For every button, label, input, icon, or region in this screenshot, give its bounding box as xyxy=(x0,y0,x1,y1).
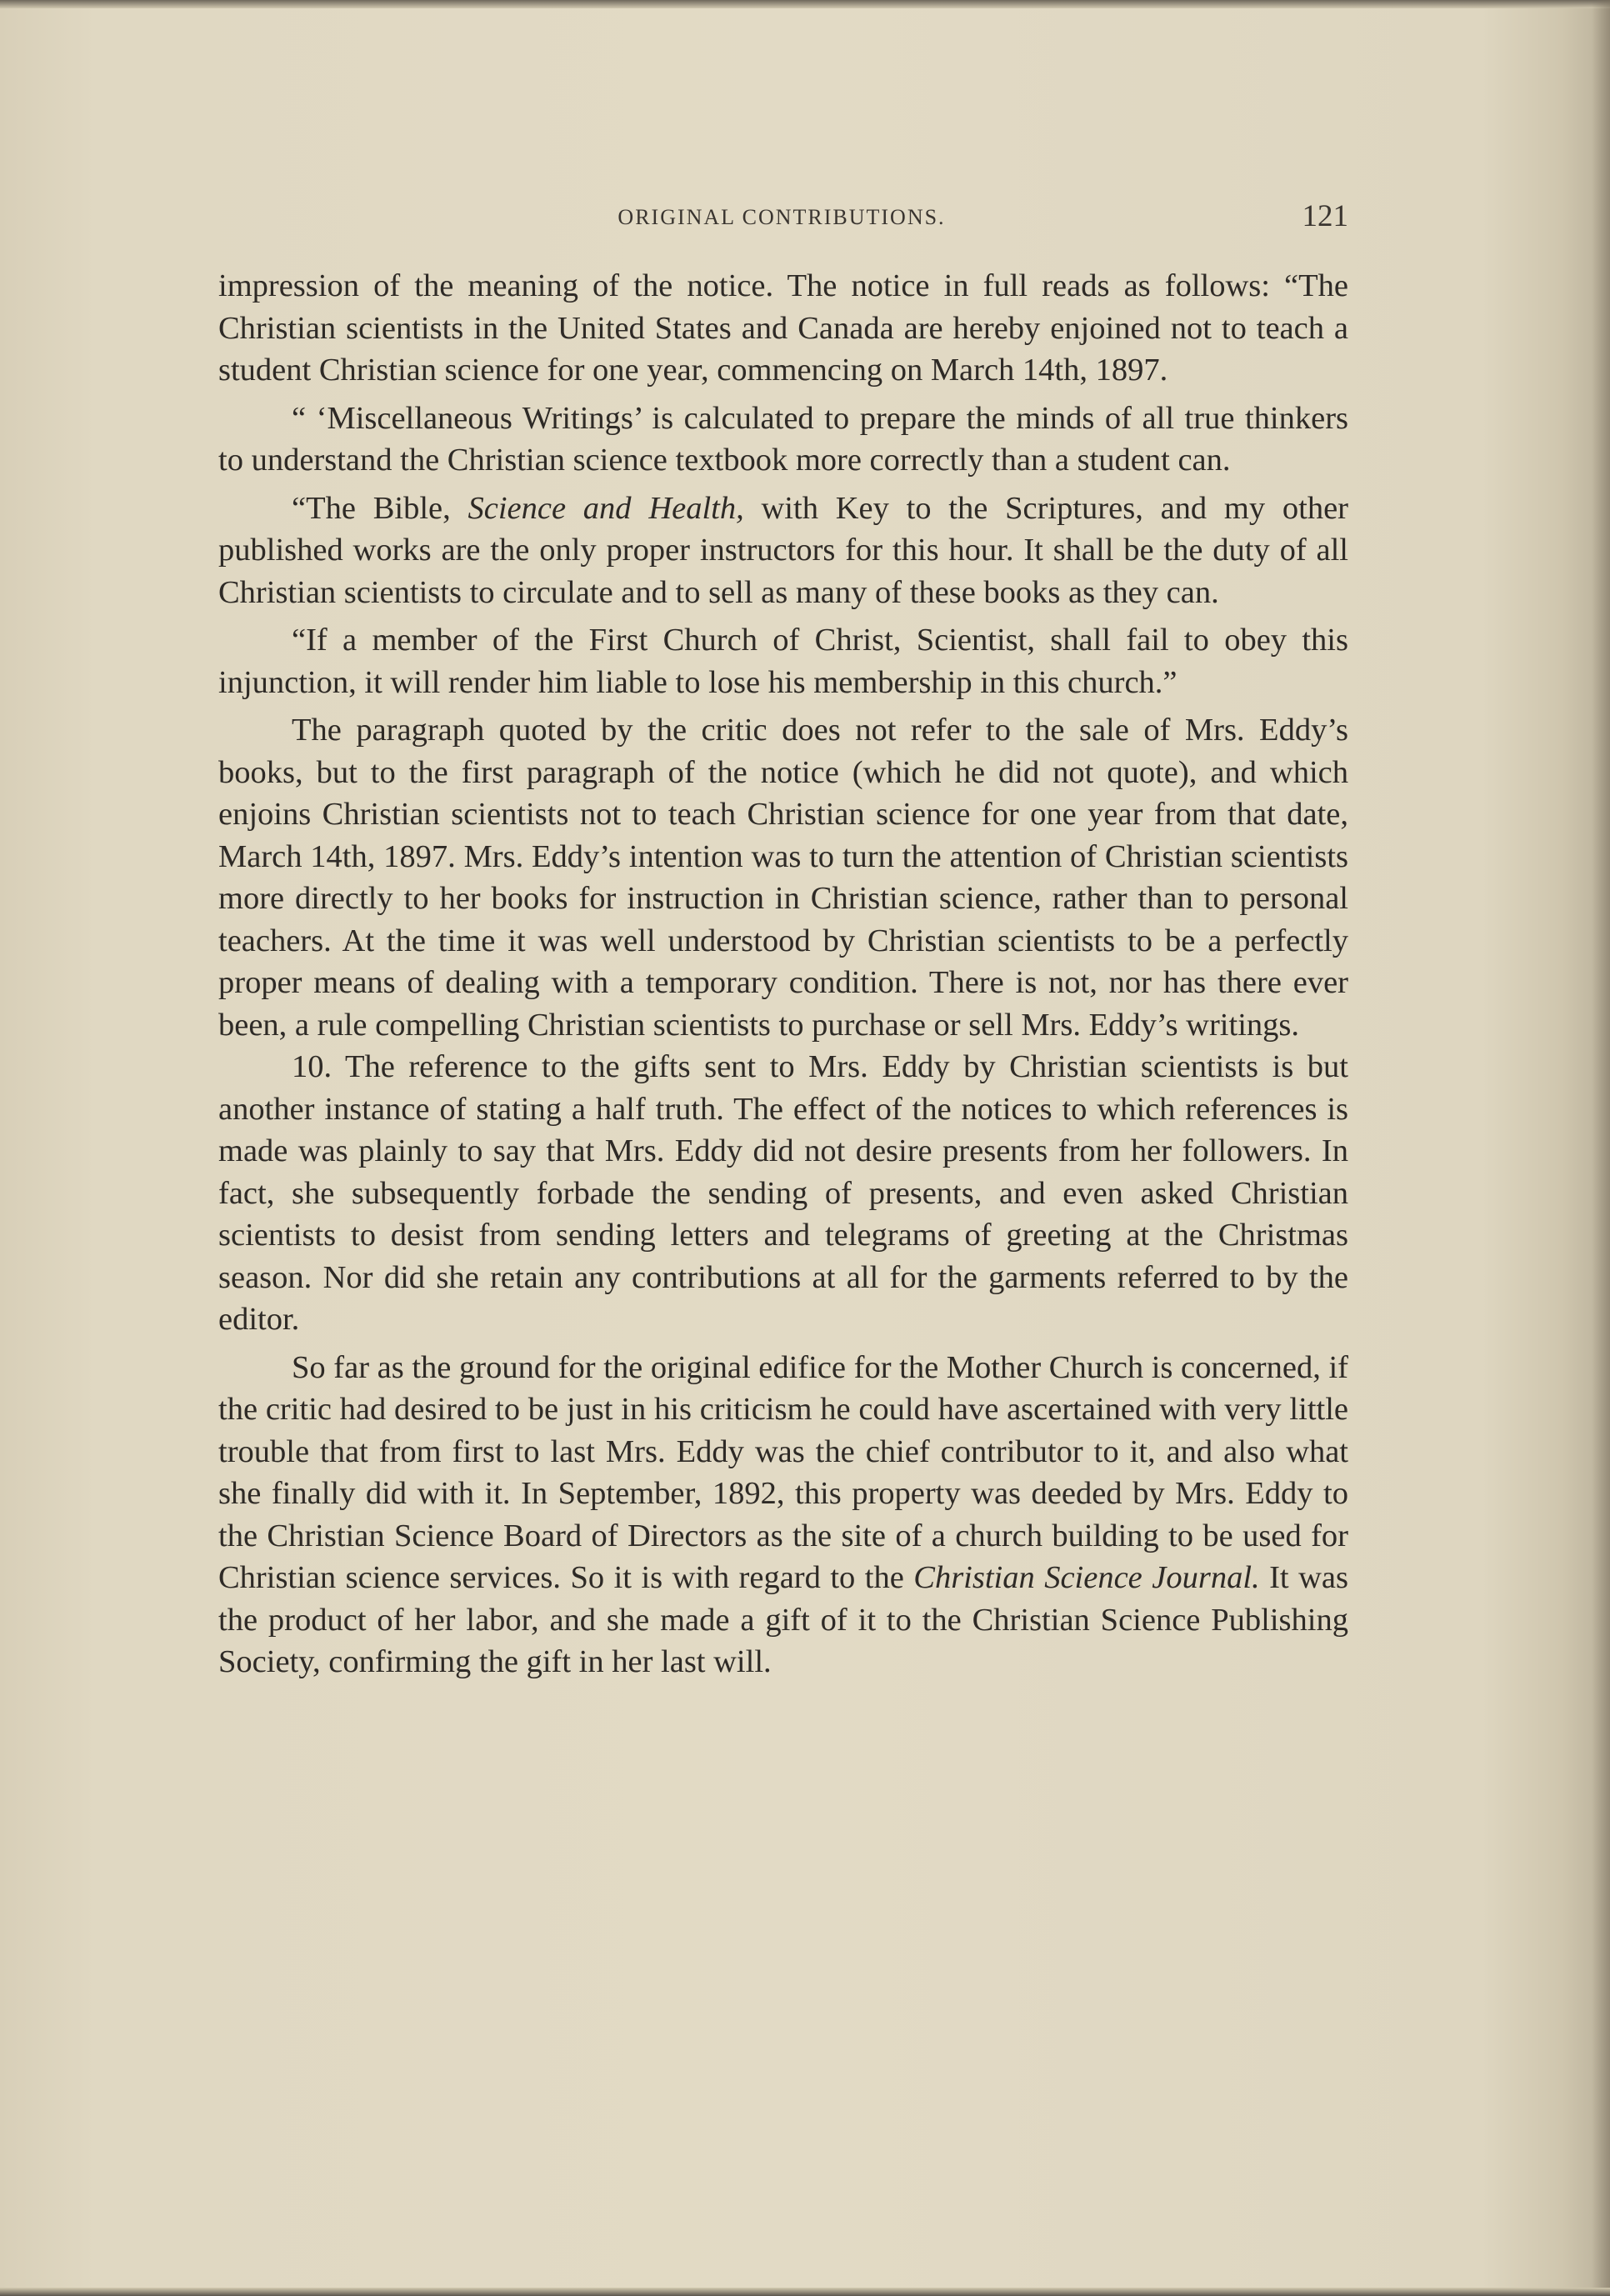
paragraph-3-before: “The Bible, xyxy=(292,490,468,526)
journal-title: Christian Science Journal. xyxy=(913,1560,1260,1595)
page-number: 121 xyxy=(1302,199,1348,233)
paragraph-7 xyxy=(218,1347,1348,1683)
paragraph-3-after: with Key to the Scriptures, and my other published works are the only proper instructors for this hour. It shall be the duty of all Christian scientists to circulate and to sell as many of these books as they can. xyxy=(218,490,1348,610)
running-head: ORIGINAL CONTRIBUTIONS. xyxy=(618,205,946,229)
paragraph-3 xyxy=(218,488,1348,614)
body-text xyxy=(218,265,1348,1683)
paragraph-4: “If a member of the First Church of Christ, Scientist, shall fail to obey this injunction, it will render him liable to lose his membership in this church.” xyxy=(218,623,1348,700)
page-gutter-shadow xyxy=(1592,0,1610,2296)
paragraph-6: 10. The reference to the gifts sent to Mrs. Eddy by Christian scientists is but another instance of stating a half truth. The effect of the notices to which references is made was plainly to say that Mrs. Eddy did not desire presents from her followers. In fact, she subsequently forbade the sending of presents, and even asked Christian scientists to desist from sending letters and telegrams of greeting at the Christmas season. Nor did she retain any contributions at all for the garments referred to by the editor. xyxy=(218,1049,1348,1337)
page-header xyxy=(215,198,1348,240)
book-title-science-and-health: Science and Health, xyxy=(468,490,744,526)
paragraph-2: “ ‘Miscellaneous Writings’ is calculated to prepare the minds of all true thinkers to understand the Christian science textbook more correctly than a student can. xyxy=(218,400,1348,478)
page-bottom-edge xyxy=(0,2288,1610,2296)
paragraph-1: impression of the meaning of the notice. The notice in full reads as follows: “The Christian scientists in the United States and Canada are hereby enjoined not to teach a student Christian science for one year, commencing on March 14th, 1897. xyxy=(218,268,1348,388)
page-top-edge xyxy=(0,0,1610,8)
paragraph-7-before: So far as the ground for the original edifice for the Mother Church is concerned, if the critic had desired to be just in his criticism he could have ascertained with very little trouble that from first to last Mrs. Eddy was the chief contributor to it, and also what she finally did with it. In September, 1892, this property was deeded by Mrs. Eddy to the Christian Science Board of Directors as the site of a church building to be used for Christian science services. So it is with regard to the xyxy=(218,1349,1348,1595)
paragraph-5: The paragraph quoted by the critic does not refer to the sale of Mrs. Eddy’s books, but to the first paragraph of the notice (which he did not quote), and which enjoins Christian scientists not to teach Christian science for one year from that date, March 14th, 1897. Mrs. Eddy’s intention was to turn the attention of Christian scientists more directly to her books for instruction in Christian science, rather than to personal teachers. At the time it was well understood by Christian scientists to be a perfectly proper means of dealing with a temporary condition. There is not, nor has there ever been, a rule compelling Christian scientists to purchase or sell Mrs. Eddy’s writings. xyxy=(218,713,1348,1043)
paragraph-7-after: It was the product of her labor, and she made a gift of it to the Christian Science Publishing Society, confirming the gift in her last will. xyxy=(218,1560,1348,1679)
